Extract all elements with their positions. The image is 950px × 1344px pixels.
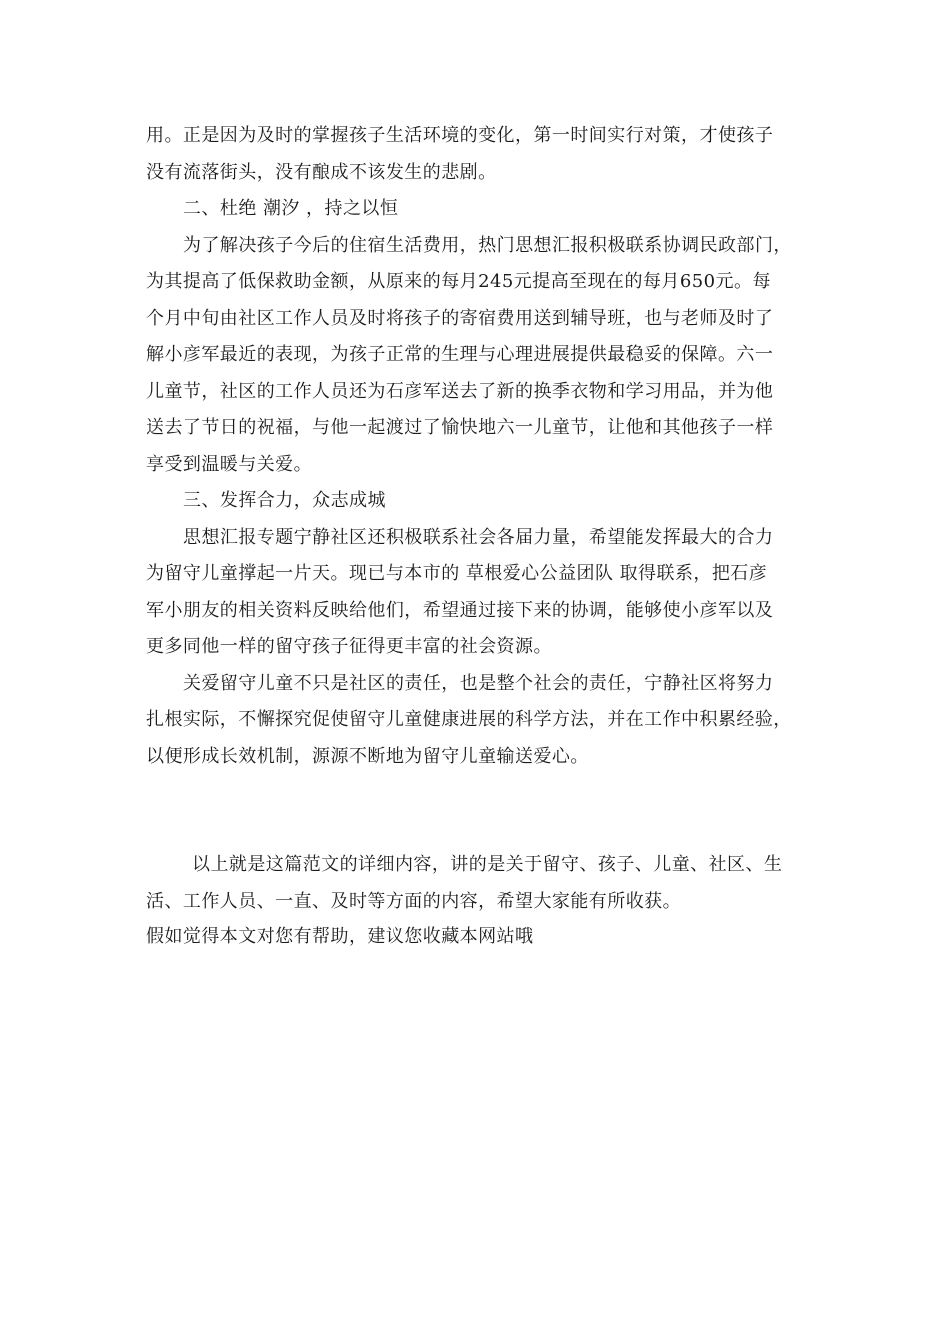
paragraph-line: 送去了节日的祝福，与他一起渡过了愉快地六一儿童节，让他和其他孩子一样 <box>146 417 774 438</box>
closing-line: 以上就是这篇范文的详细内容，讲的是关于留守、孩子、儿童、社区、生 <box>192 854 783 875</box>
paragraph-line: 个月中旬由社区工作人员及时将孩子的寄宿费用送到辅导班，也与老师及时了 <box>146 307 774 329</box>
section-heading-3: 三、发挥合力，众志成城 <box>183 490 386 511</box>
closing-line: 活、工作人员、一直、及时等方面的内容，希望大家能有所收获。 <box>146 890 682 912</box>
paragraph-line: 以便形成长效机制，源源不断地为留守儿童输送爱心。 <box>146 745 589 767</box>
paragraph-line: 思想汇报专题宁静社区还积极联系社会各届力量，希望能发挥最大的合力 <box>183 526 774 548</box>
paragraph-line: 享受到温暖与关爱。 <box>146 453 313 475</box>
paragraph-line: 用。正是因为及时的掌握孩子生活环境的变化，第一时间实行对策，才使孩子 <box>146 125 774 146</box>
paragraph-line: 为留守儿童撑起一片天。现已与本市的 草根爱心公益团队 取得联系，把石彦 <box>146 563 768 584</box>
spacer <box>146 775 811 847</box>
paragraph-line: 儿童节，社区的工作人员还为石彦军送去了新的换季衣物和学习用品，并为他 <box>146 380 774 402</box>
paragraph-line: 更多同他一样的留守孩子征得更丰富的社会资源。 <box>146 636 552 657</box>
paragraph-line: 解小彦军最近的表现，为孩子正常的生理与心理进展提供最稳妥的保障。六一 <box>146 344 774 365</box>
paragraph-line: 关爱留守儿童不只是社区的责任，也是整个社会的责任，宁静社区将努力 <box>183 672 774 694</box>
document-body <box>146 118 811 954</box>
paragraph-line: 没有流落街头，没有酿成不该发生的悲剧。 <box>146 161 497 183</box>
paragraph-line: 扎根实际，不懈探究促使留守儿童健康进展的科学方法，并在工作中积累经验， <box>146 709 792 730</box>
paragraph-line: 为了解决孩子今后的住宿生活费用，热门思想汇报积极联系协调民政部门， <box>183 234 792 256</box>
paragraph-line: 为其提高了低保救助金额，从原来的每月245元提高至现在的每月650元。每 <box>146 271 771 292</box>
section-heading-2: 二、杜绝 潮汐 ，持之以恒 <box>183 198 399 219</box>
closing-note: 假如觉得本文对您有帮助，建议您收藏本网站哦 <box>146 926 534 947</box>
paragraph-line: 军小朋友的相关资料反映给他们，希望通过接下来的协调，能够使小彦军以及 <box>146 599 774 621</box>
